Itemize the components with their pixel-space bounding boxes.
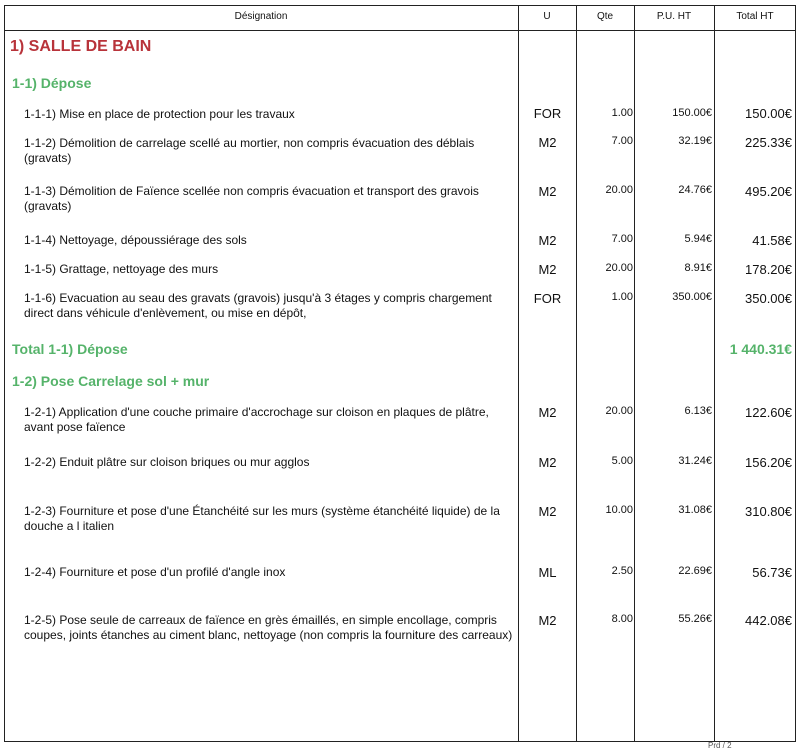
row-total: 310.80€ bbox=[745, 504, 792, 519]
row-unit-price: 31.08€ bbox=[678, 504, 712, 516]
row-unit: M2 bbox=[538, 613, 557, 628]
row-qty: 20.00 bbox=[605, 184, 633, 196]
row-qty: 2.50 bbox=[611, 565, 633, 577]
header-designation: Désignation bbox=[234, 11, 288, 22]
row-description: 1-1-4) Nettoyage, dépoussiérage des sols bbox=[24, 233, 247, 247]
row-qty: 20.00 bbox=[605, 262, 633, 274]
row-unit: ML bbox=[538, 565, 557, 580]
column-divider-pu bbox=[634, 5, 635, 742]
row-unit: FOR bbox=[533, 106, 562, 121]
row-total: 156.20€ bbox=[745, 455, 792, 470]
column-divider-total bbox=[714, 5, 715, 742]
row-description: 1-1-5) Grattage, nettoyage des murs bbox=[24, 262, 219, 276]
row-unit: M2 bbox=[538, 135, 557, 150]
page-footer: Prd / 2 bbox=[708, 741, 732, 750]
header-total: Total HT bbox=[736, 11, 774, 22]
row-total: 122.60€ bbox=[745, 405, 792, 420]
row-qty: 8.00 bbox=[611, 613, 633, 625]
header-divider bbox=[4, 30, 796, 31]
row-unit-price: 6.13€ bbox=[684, 405, 712, 417]
header-qty: Qte bbox=[596, 11, 614, 22]
row-unit-price: 8.91€ bbox=[684, 262, 712, 274]
row-description: 1-1-3) Démolition de Faïence scellée non compris évacuation et transport des gravois (gravats) bbox=[24, 184, 479, 213]
row-unit-price: 150.00€ bbox=[672, 107, 712, 119]
row-description: 1-1-6) Evacuation au seau des gravats (gravois) jusqu'à 3 étages y compris chargement direct dans véhicule d'enlèvement, ou mise en dépôt, bbox=[24, 291, 492, 320]
row-total: 442.08€ bbox=[745, 613, 792, 628]
row-qty: 10.00 bbox=[605, 504, 633, 516]
row-unit: FOR bbox=[533, 291, 562, 306]
row-qty: 1.00 bbox=[611, 107, 633, 119]
row-qty: 1.00 bbox=[611, 291, 633, 303]
row-total: 41.58€ bbox=[752, 233, 792, 248]
row-qty: 20.00 bbox=[605, 405, 633, 417]
row-total: 225.33€ bbox=[745, 135, 792, 150]
row-description: 1-2-5) Pose seule de carreaux de faïence en grès émaillés, en simple encollage, compris coupes, joints étanches au ciment blanc, nettoyage (non compris la fourniture des carreaux) bbox=[24, 613, 513, 642]
row-total: 178.20€ bbox=[745, 262, 792, 277]
row-unit: M2 bbox=[538, 262, 557, 277]
group-total-value: 1 440.31€ bbox=[729, 341, 792, 357]
header-unit: U bbox=[543, 11, 551, 22]
row-unit-price: 24.76€ bbox=[678, 184, 712, 196]
row-unit: M2 bbox=[538, 184, 557, 199]
row-unit: M2 bbox=[538, 405, 557, 420]
header-unit-price: P.U. HT bbox=[656, 11, 692, 22]
row-total: 150.00€ bbox=[745, 106, 792, 121]
group-total-label: Total 1-1) Dépose bbox=[12, 341, 128, 357]
row-unit-price: 350.00€ bbox=[672, 291, 712, 303]
row-total: 56.73€ bbox=[752, 565, 792, 580]
row-description: 1-2-1) Application d'une couche primaire d'accrochage sur cloison en plaques de plâtre, avant pose faïence bbox=[24, 405, 489, 434]
row-qty: 7.00 bbox=[611, 233, 633, 245]
row-description: 1-2-2) Enduit plâtre sur cloison briques ou mur agglos bbox=[24, 455, 310, 469]
row-unit: M2 bbox=[538, 233, 557, 248]
row-description: 1-1-1) Mise en place de protection pour les travaux bbox=[24, 107, 295, 121]
row-unit-price: 5.94€ bbox=[684, 233, 712, 245]
column-divider-qty bbox=[576, 5, 577, 742]
group-title-depose: 1-1) Dépose bbox=[12, 75, 92, 91]
row-unit: M2 bbox=[538, 455, 557, 470]
row-total: 495.20€ bbox=[745, 184, 792, 199]
row-description: 1-2-3) Fourniture et pose d'une Étanchéité sur les murs (système étanchéité liquide) de la douche a l italien bbox=[24, 504, 500, 533]
row-unit-price: 32.19€ bbox=[678, 135, 712, 147]
row-description: 1-1-2) Démolition de carrelage scellé au mortier, non compris évacuation des déblais (gravats) bbox=[24, 136, 475, 165]
row-unit-price: 55.26€ bbox=[678, 613, 712, 625]
row-unit: M2 bbox=[538, 504, 557, 519]
group-title-pose-carrelage: 1-2) Pose Carrelage sol + mur bbox=[12, 373, 210, 389]
row-description: 1-2-4) Fourniture et pose d'un profilé d'angle inox bbox=[24, 565, 286, 579]
row-qty: 7.00 bbox=[611, 135, 633, 147]
row-unit-price: 31.24€ bbox=[678, 455, 712, 467]
row-total: 350.00€ bbox=[745, 291, 792, 306]
row-unit-price: 22.69€ bbox=[678, 565, 712, 577]
row-qty: 5.00 bbox=[611, 455, 633, 467]
section-title: 1) SALLE DE BAIN bbox=[10, 38, 152, 55]
